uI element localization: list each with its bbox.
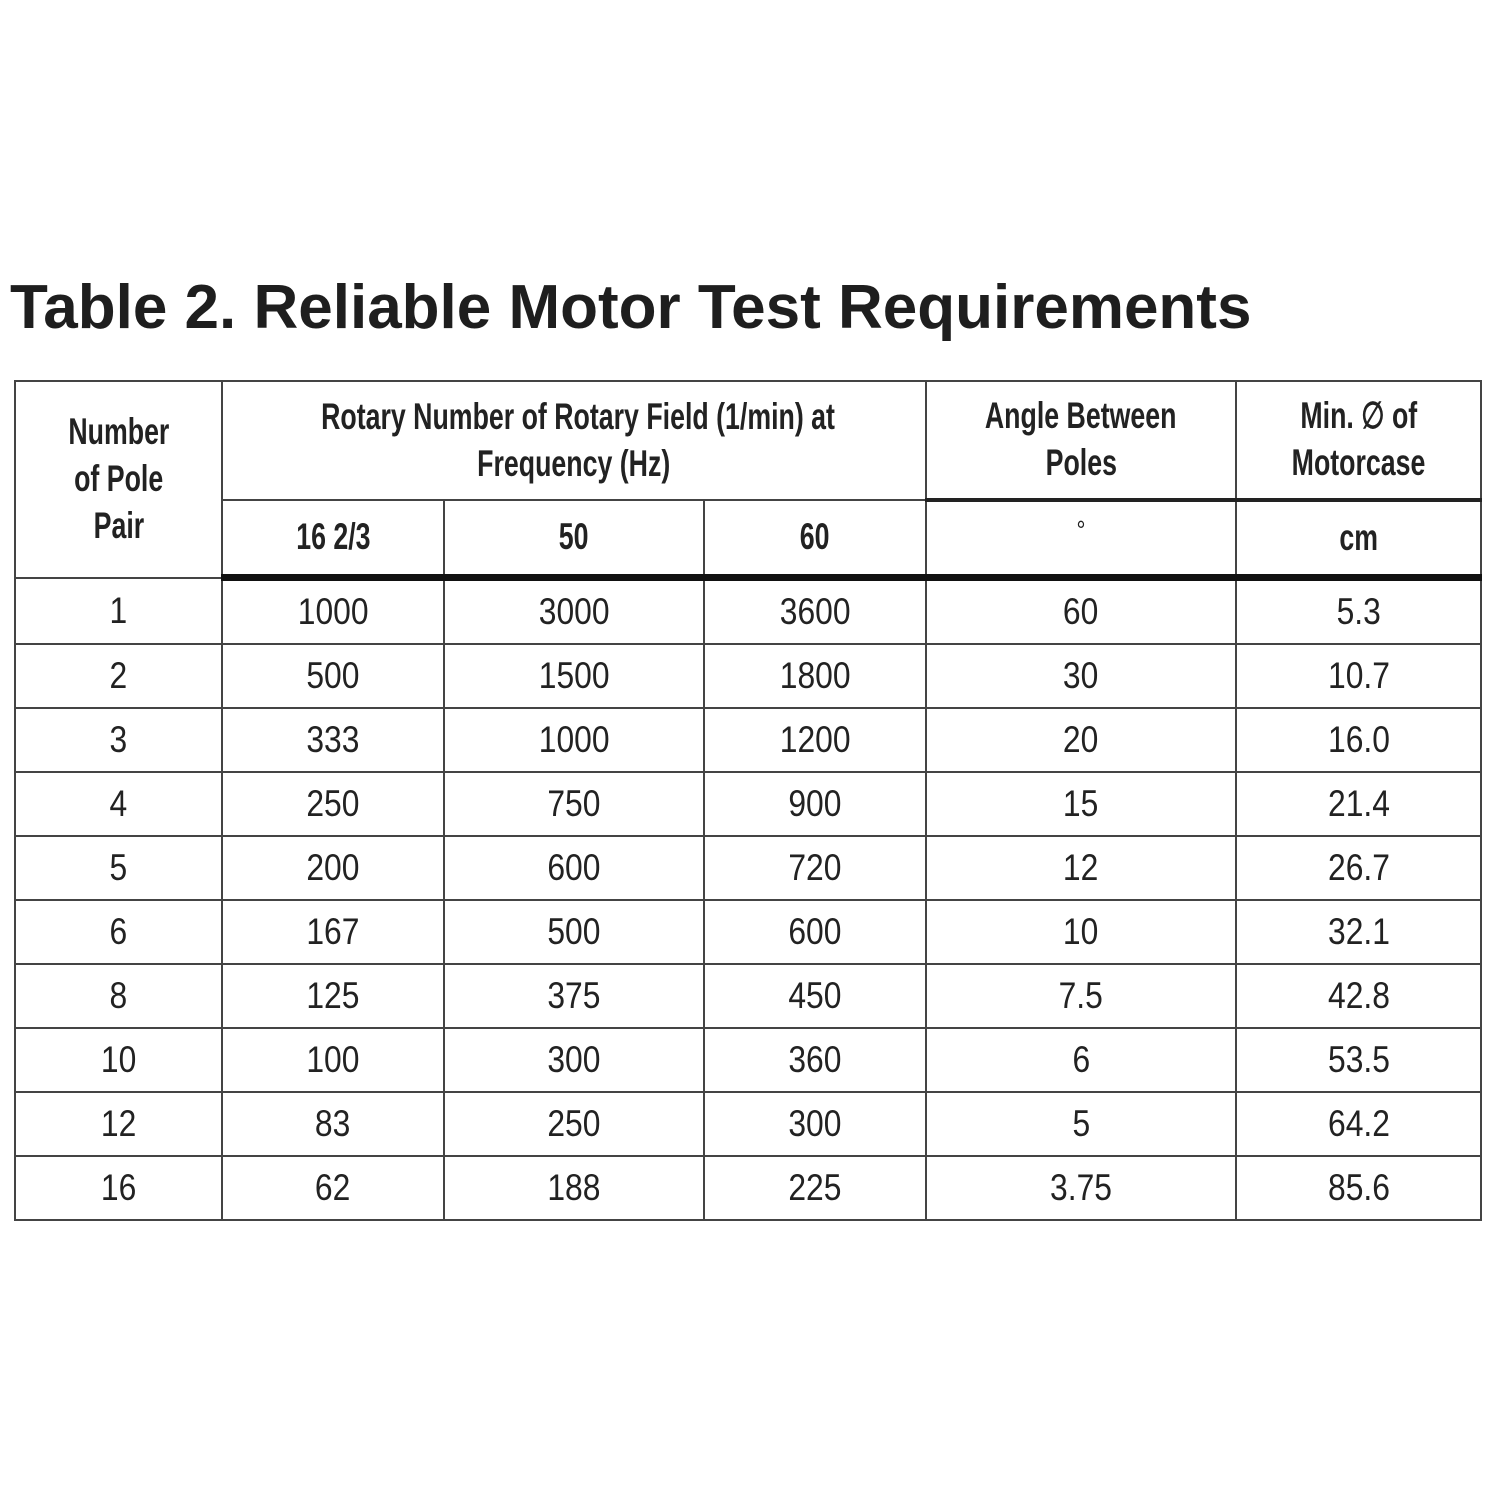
cell-angle	[926, 900, 1236, 964]
cell-min-case	[1236, 578, 1481, 645]
table-row	[15, 772, 1481, 836]
unit-freq-60-text: 60	[800, 516, 830, 557]
cell-freq-60	[704, 900, 926, 964]
cell-pole-pairs	[15, 964, 222, 1028]
cell-value: 10	[1063, 911, 1099, 952]
cell-value: 188	[547, 1167, 601, 1208]
cell-value: 30	[1063, 655, 1099, 696]
cell-freq-60	[704, 1092, 926, 1156]
cell-value: 16.0	[1327, 719, 1390, 760]
header-rotary-line-1: Rotary Number of Rotary Field (1/min) at	[321, 395, 835, 437]
cell-value: 7.5	[1058, 975, 1104, 1016]
cell-freq-16	[222, 578, 444, 645]
cell-angle	[926, 1156, 1236, 1220]
cell-value: 2	[109, 655, 128, 696]
cell-freq-50	[444, 836, 704, 900]
table-row	[15, 900, 1481, 964]
cell-angle	[926, 1028, 1236, 1092]
cell-min-case	[1236, 900, 1481, 964]
header-angle	[948, 381, 1215, 500]
cell-freq-50	[444, 1028, 704, 1092]
cell-min-case	[1236, 644, 1481, 708]
cell-min-case	[1236, 836, 1481, 900]
cell-value: 62	[315, 1167, 351, 1208]
cell-freq-16	[222, 1092, 444, 1156]
unit-freq-50-text: 50	[559, 516, 589, 557]
cell-min-case	[1236, 1092, 1481, 1156]
cell-value: 225	[788, 1167, 842, 1208]
cell-value: 26.7	[1327, 847, 1390, 888]
cell-value: 5	[1072, 1103, 1090, 1144]
header-min-case-line-2: Motorcase	[1291, 442, 1426, 483]
cell-freq-16	[222, 1156, 444, 1220]
cell-value: 1000	[538, 719, 610, 760]
header-angle-line-2: Poles	[1045, 442, 1117, 483]
cell-value: 1000	[297, 591, 369, 632]
cell-value: 8	[109, 975, 128, 1016]
header-min-case	[1253, 381, 1464, 500]
table-row	[15, 964, 1481, 1028]
cell-angle	[926, 1092, 1236, 1156]
cell-value: 10.7	[1327, 655, 1390, 696]
cell-angle	[926, 578, 1236, 645]
cell-angle	[926, 644, 1236, 708]
header-pole-pairs	[29, 381, 207, 578]
motor-test-table	[14, 380, 1482, 1221]
unit-freq-16-text: 16 2/3	[295, 516, 371, 557]
cell-freq-60	[704, 578, 926, 645]
cell-value: 125	[306, 975, 360, 1016]
cell-value: 200	[306, 847, 360, 888]
cell-freq-16	[222, 772, 444, 836]
cell-value: 12	[100, 1103, 137, 1144]
cell-value: 5	[109, 847, 128, 888]
cell-freq-50	[444, 900, 704, 964]
cell-value: 53.5	[1327, 1039, 1390, 1080]
cell-value: 500	[306, 655, 360, 696]
cell-freq-16	[222, 964, 444, 1028]
cell-pole-pairs	[15, 644, 222, 708]
unit-min-case-text: cm	[1339, 516, 1378, 558]
header-rotary	[271, 381, 876, 500]
cell-value: 1500	[538, 655, 610, 696]
table-row	[15, 708, 1481, 772]
unit-angle	[948, 500, 1215, 578]
cell-pole-pairs	[15, 1156, 222, 1220]
table-row	[15, 1156, 1481, 1220]
table-row	[15, 644, 1481, 708]
cell-value: 10	[100, 1039, 137, 1080]
cell-value: 64.2	[1327, 1103, 1390, 1144]
cell-pole-pairs	[15, 900, 222, 964]
cell-freq-50	[444, 644, 704, 708]
cell-freq-50	[444, 1092, 704, 1156]
cell-freq-16	[222, 900, 444, 964]
cell-freq-60	[704, 772, 926, 836]
cell-value: 360	[788, 1039, 842, 1080]
cell-freq-50	[444, 772, 704, 836]
header-pole-pairs-line-2: of Pole	[73, 457, 164, 499]
cell-freq-60	[704, 1156, 926, 1220]
cell-angle	[926, 836, 1236, 900]
cell-value: 6	[1072, 1039, 1090, 1080]
cell-value: 167	[306, 911, 360, 952]
cell-value: 60	[1063, 591, 1099, 632]
cell-angle	[926, 772, 1236, 836]
cell-value: 300	[788, 1103, 842, 1144]
cell-value: 600	[547, 847, 601, 888]
cell-pole-pairs	[15, 1092, 222, 1156]
cell-value: 83	[315, 1103, 351, 1144]
cell-freq-50	[444, 578, 704, 645]
cell-pole-pairs	[15, 836, 222, 900]
cell-value: 3000	[538, 591, 610, 632]
cell-value: 42.8	[1327, 975, 1390, 1016]
header-min-case-line-1: Min. ∅ of	[1300, 395, 1417, 436]
cell-value: 4	[109, 783, 128, 824]
cell-angle	[926, 708, 1236, 772]
cell-value: 720	[788, 847, 842, 888]
unit-freq-50	[462, 500, 686, 578]
cell-value: 5.3	[1336, 591, 1381, 632]
cell-min-case	[1236, 708, 1481, 772]
cell-value: 3600	[779, 591, 851, 632]
table-title: Table 2. Reliable Motor Test Requirements	[10, 273, 1252, 342]
cell-freq-50	[444, 964, 704, 1028]
unit-row	[15, 500, 1481, 578]
cell-value: 3.75	[1050, 1167, 1112, 1208]
cell-pole-pairs	[15, 578, 222, 645]
cell-value: 3	[109, 719, 128, 760]
cell-freq-16	[222, 644, 444, 708]
cell-freq-50	[444, 1156, 704, 1220]
header-row	[15, 381, 1481, 500]
cell-freq-50	[444, 708, 704, 772]
table-row	[15, 836, 1481, 900]
table-row	[15, 578, 1481, 645]
cell-value: 333	[306, 719, 360, 760]
cell-min-case	[1236, 772, 1481, 836]
cell-min-case	[1236, 1028, 1481, 1092]
cell-value: 450	[788, 975, 842, 1016]
cell-min-case	[1236, 964, 1481, 1028]
cell-value: 32.1	[1327, 911, 1390, 952]
table-row	[15, 1028, 1481, 1092]
cell-pole-pairs	[15, 708, 222, 772]
header-pole-pairs-line-3: Pair	[93, 504, 144, 546]
cell-freq-60	[704, 964, 926, 1028]
cell-value: 900	[788, 783, 842, 824]
cell-freq-16	[222, 1028, 444, 1092]
cell-value: 250	[306, 783, 360, 824]
header-pole-pairs-line-1: Number	[67, 410, 170, 452]
cell-freq-60	[704, 1028, 926, 1092]
cell-value: 6	[109, 911, 128, 952]
cell-freq-60	[704, 836, 926, 900]
cell-value: 1800	[779, 655, 851, 696]
cell-freq-16	[222, 836, 444, 900]
cell-min-case	[1236, 1156, 1481, 1220]
cell-value: 21.4	[1327, 783, 1390, 824]
cell-freq-16	[222, 708, 444, 772]
cell-angle	[926, 964, 1236, 1028]
cell-pole-pairs	[15, 772, 222, 836]
cell-freq-60	[704, 644, 926, 708]
cell-value: 16	[100, 1167, 137, 1208]
cell-value: 12	[1063, 847, 1099, 888]
cell-value: 750	[547, 783, 601, 824]
table-row	[15, 1092, 1481, 1156]
cell-value: 500	[547, 911, 601, 952]
cell-value: 1	[109, 589, 128, 631]
cell-pole-pairs	[15, 1028, 222, 1092]
cell-value: 600	[788, 911, 842, 952]
unit-angle-text: °	[1076, 515, 1086, 545]
cell-value: 1200	[779, 719, 851, 760]
header-rotary-line-2: Frequency (Hz)	[477, 442, 671, 484]
unit-min-case	[1253, 500, 1464, 578]
cell-value: 100	[306, 1039, 360, 1080]
cell-value: 85.6	[1327, 1167, 1390, 1208]
cell-value: 15	[1063, 783, 1099, 824]
unit-freq-16	[238, 500, 429, 578]
cell-value: 375	[547, 975, 601, 1016]
cell-value: 20	[1063, 719, 1099, 760]
cell-value: 300	[547, 1039, 601, 1080]
header-angle-line-1: Angle Between	[985, 395, 1177, 436]
cell-value: 250	[547, 1103, 601, 1144]
cell-freq-60	[704, 708, 926, 772]
unit-freq-60	[720, 500, 911, 578]
